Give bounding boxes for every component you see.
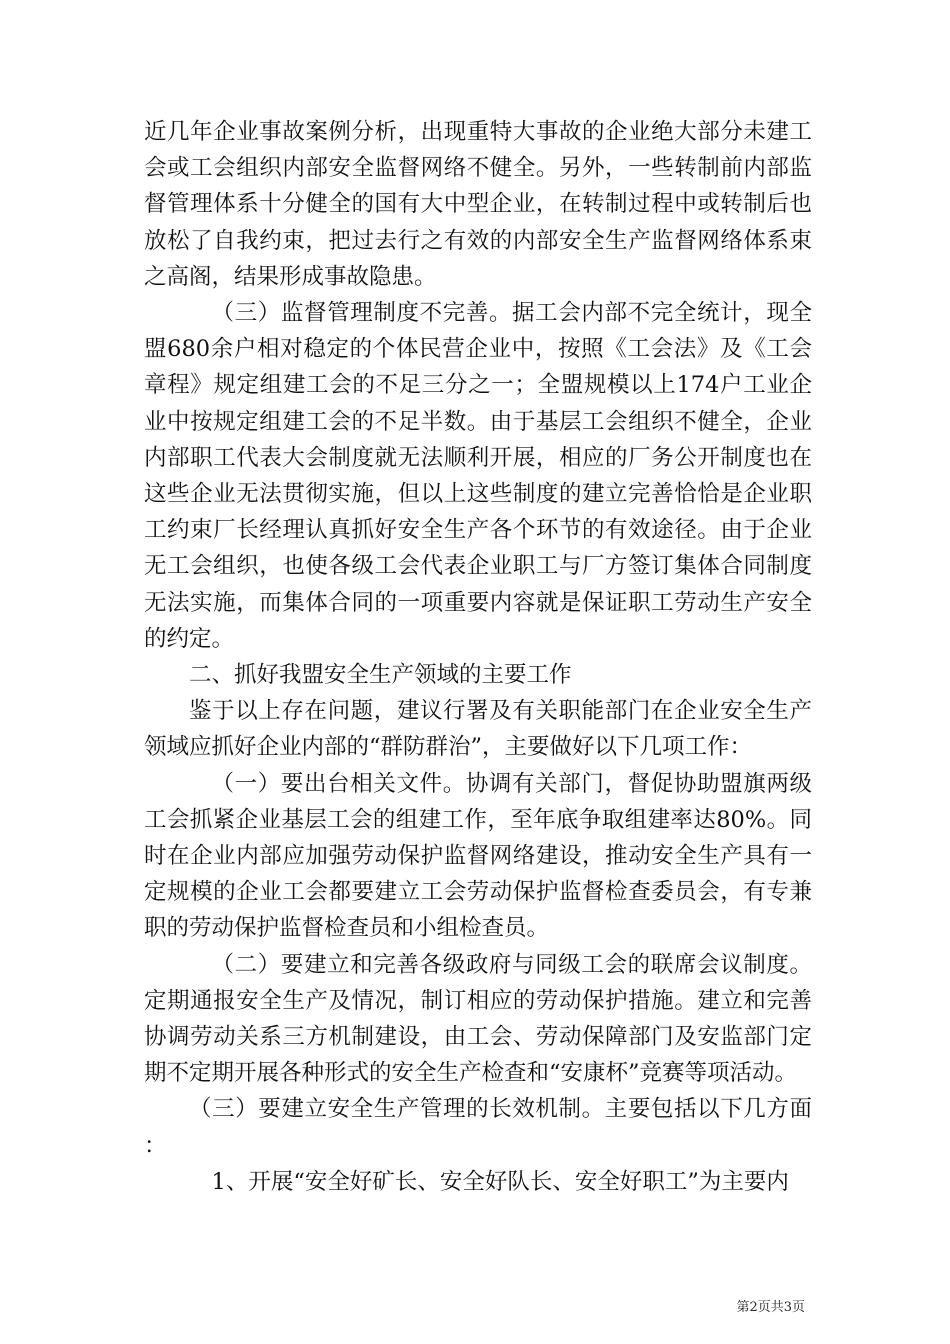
paragraph-item-three: （三）要建立安全生产管理的长效机制。主要包括以下几方面：: [144, 1096, 812, 1159]
paragraph-supervision-system: （三）监督管理制度不完善。据工会内部不完全统计，现全盟680余户相对稳定的个体民营企业中，按照《工会法》及《工会章程》规定组建工会的不足三分之一；全盟规模以上174户工业企业中按规定组建工会的不足半数。由于基层工会组织不健全，企业内部职工代表大会制度就无法顺利开展，相应的厂务公开制度也在这些企业无法贯彻实施，但以上这些制度的建立完善恰恰是企业职工约束厂长经理认真抓好安全生产各个环节的有效途径。由于企业无工会组织，也使各级工会代表企业职工与厂方签订集体合同制度无法实施，而集体合同的一项重要内容就是保证职工劳动生产安全的约定。: [144, 300, 812, 652]
paragraph-item-one: （一）要出台相关文件。协调有关部门，督促协助盟旗两级工会抓紧企业基层工会的组建工作，至年底争取组建率达80%。同时在企业内部应加强劳动保护监督网络建设，推动安全生产具有一定规模的企业工会都要建立工会劳动保护监督检查委员会，有专兼职的劳动保护监督检查员和小组检查员。: [144, 770, 812, 942]
paragraph-accident-analysis: 近几年企业事故案例分析，出现重特大事故的企业绝大部分未建工会或工会组织内部安全监督网络不健全。另外，一些转制前内部监督管理体系十分健全的国有大中型企业，在转制过程中或转制后也放松了自我约束，把过去行之有效的内部安全生产监督网络体系束之高阁，结果形成事故隐患。: [144, 119, 812, 290]
section-heading-main-work: 二、抓好我盟安全生产领域的主要工作: [189, 662, 572, 689]
page-number: 第2页共3页: [736, 1300, 805, 1315]
document-body: [144, 114, 812, 1200]
paragraph-item-two: （二）要建立和完善各级政府与同级工会的联席会议制度。定期通报安全生产及情况，制订相应的劳动保护措施。建立和完善协调劳动关系三方机制建设，由工会、劳动保障部门及安监部门定期不定期开展各种形式的安全生产检查和“安康杯”竞赛等项活动。: [144, 951, 812, 1087]
paragraph-recommendation-intro: 鉴于以上存在问题，建议行署及有关职能部门在企业安全生产领域应抓好企业内部的“群防群治”，主要做好以下几项工作：: [144, 698, 812, 761]
paragraph-subitem-one: 1、开展“安全好矿长、安全好队长、安全好职工”为主要内: [211, 1168, 789, 1195]
